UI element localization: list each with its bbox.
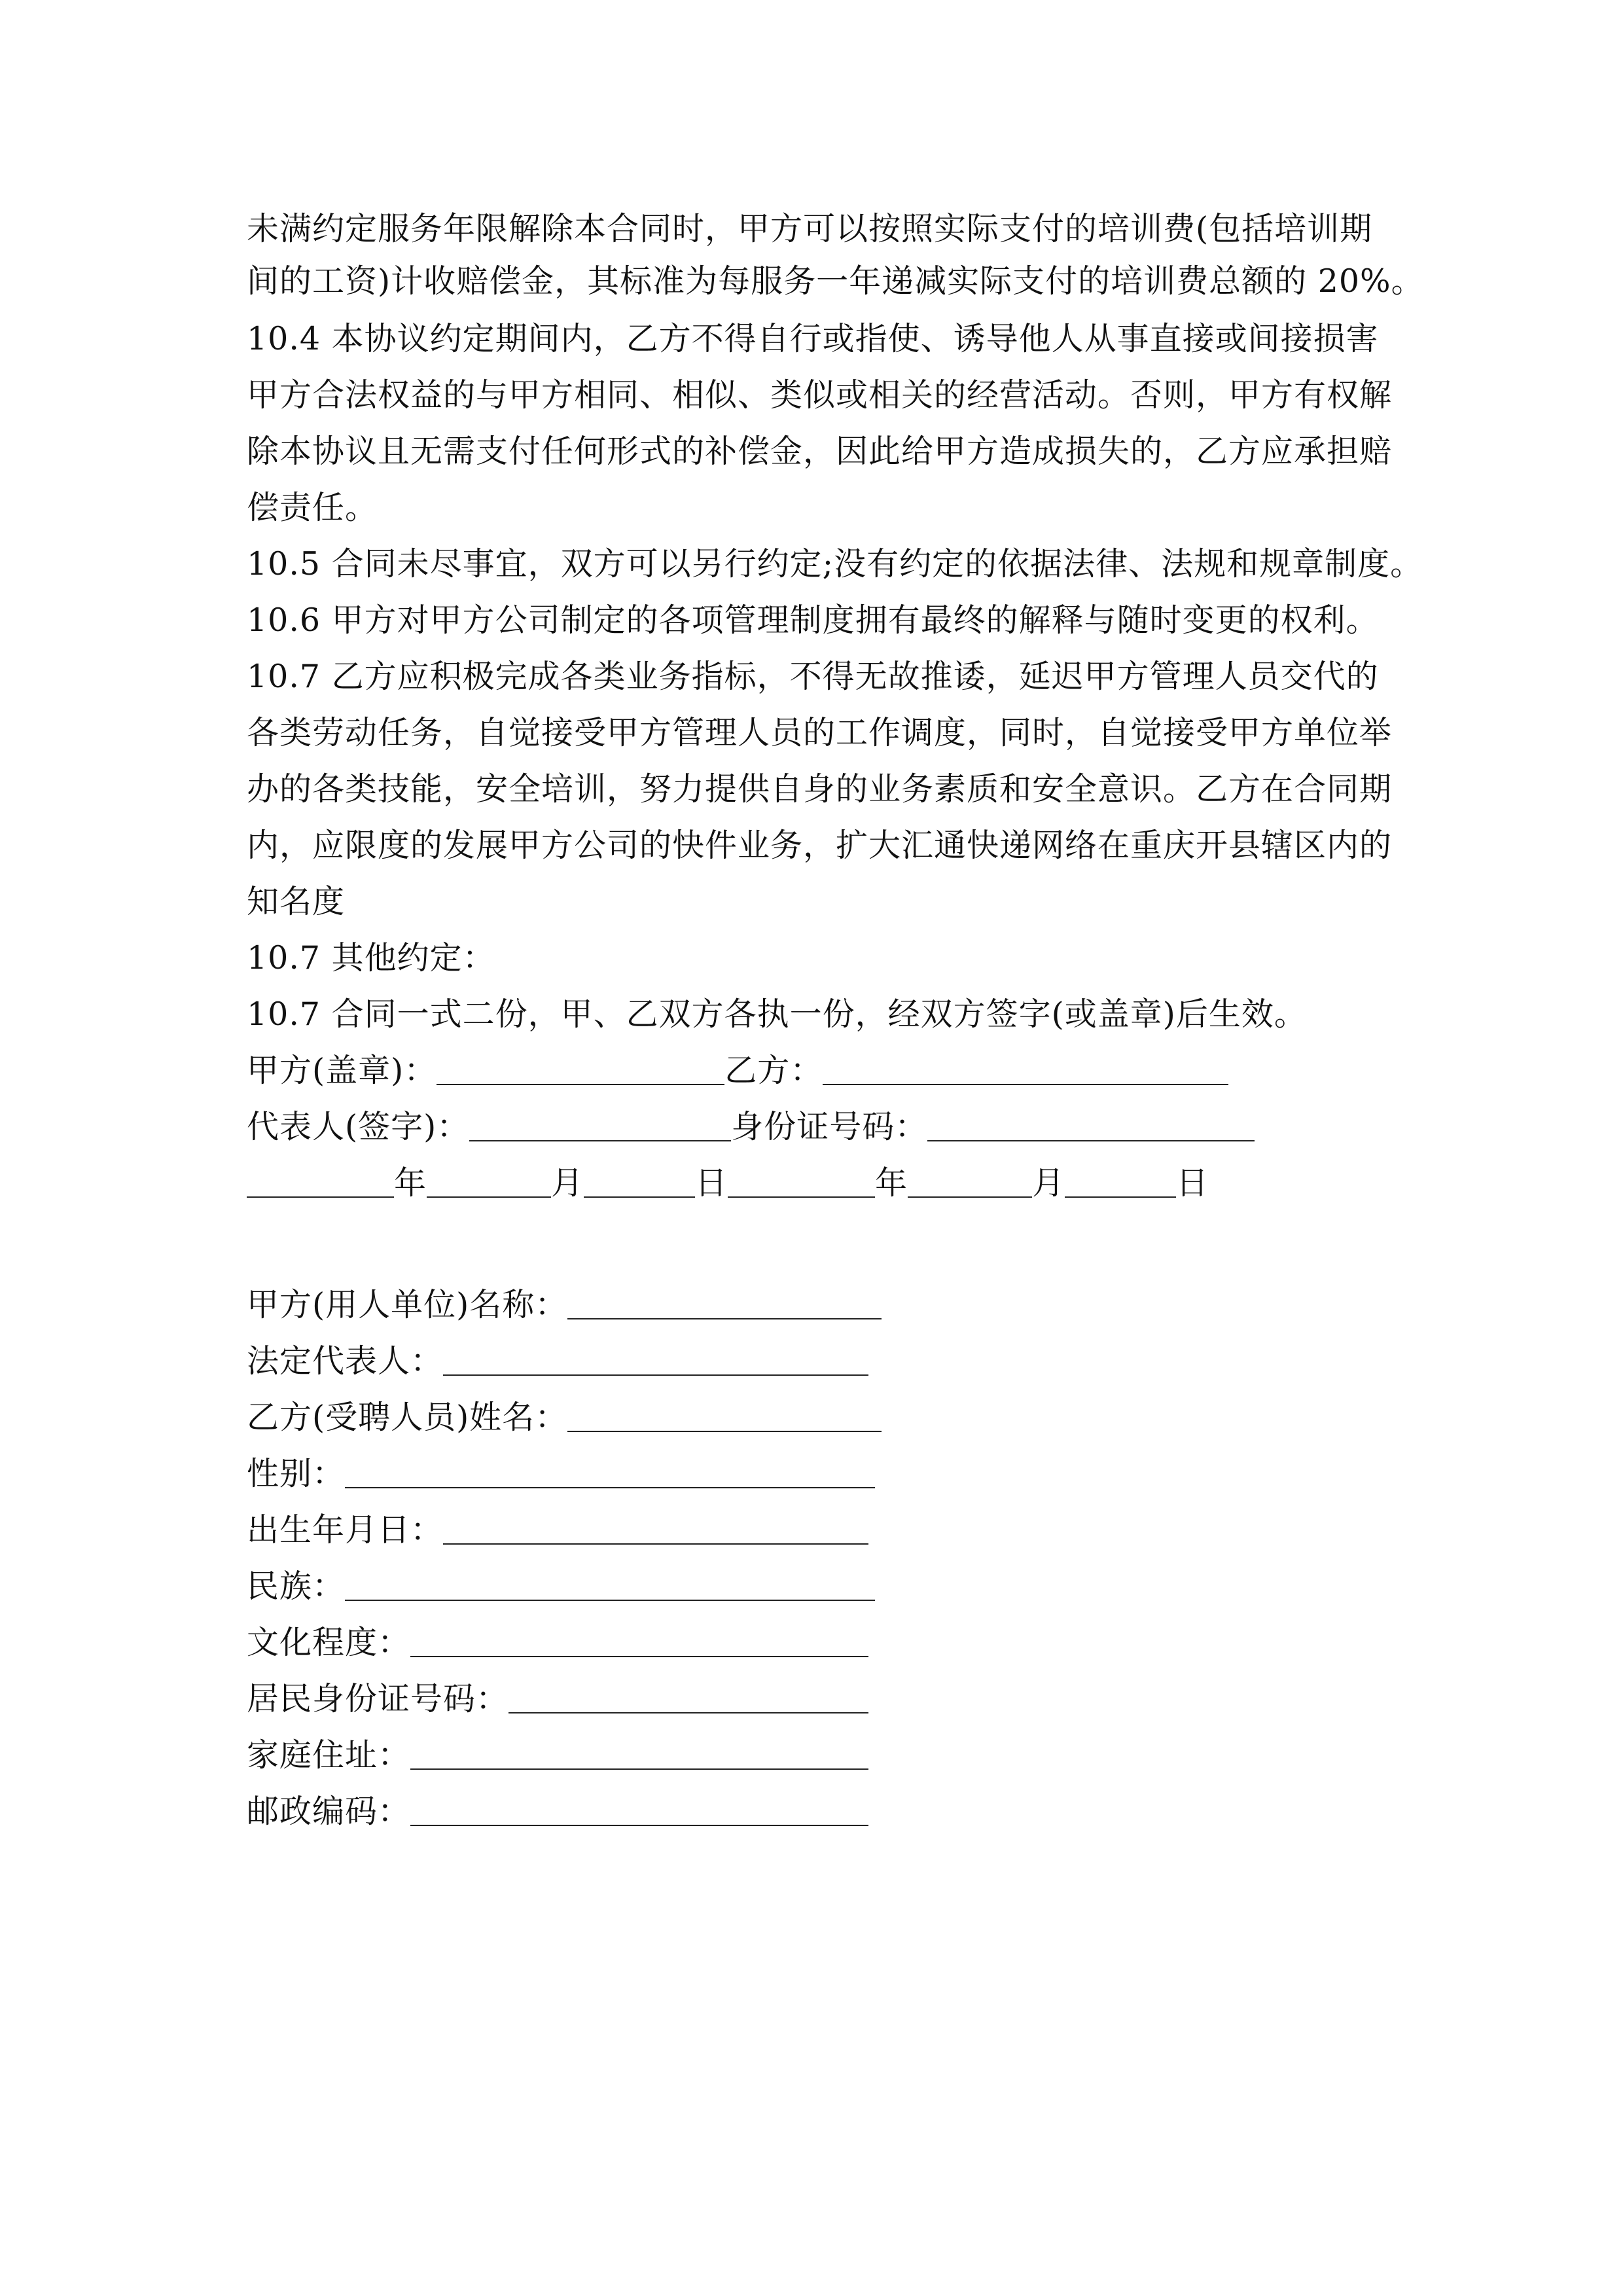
paragraph-line: 除本协议且无需支付任何形式的补偿金，因此给甲方造成损失的，乙方应承担赔 [247,433,1393,470]
employer-name-label: 甲方(用人单位)名称： [247,1286,568,1323]
year-label: 年 [394,1164,427,1202]
education-field[interactable] [410,1623,868,1657]
info-field-row [247,1285,1385,1325]
paragraph-line: 未满约定服务年限解除本合同时，甲方可以按照实际支付的培训费(包括培训期 [247,210,1373,247]
signature-row-representative [247,1107,1385,1147]
id-number-label: 身份证号码： [731,1108,928,1145]
year-label: 年 [875,1164,908,1202]
info-field-row [247,1792,1385,1831]
paragraph-line: 偿责任。 [247,489,378,526]
paragraph-line: 各类劳动任务，自觉接受甲方管理人员的工作调度，同时，自觉接受甲方单位举 [247,714,1393,751]
resident-id-label: 居民身份证号码： [247,1680,509,1717]
education-label: 文化程度： [247,1624,411,1661]
representative-label: 代表人(签字)： [247,1108,470,1145]
employee-name-field[interactable] [567,1398,882,1432]
employer-name-field[interactable] [567,1285,882,1319]
info-field-row [247,1398,1385,1437]
party-a-year-field[interactable] [247,1164,394,1198]
signature-row-dates [247,1164,1385,1203]
party-a-month-field[interactable] [427,1164,551,1198]
party-a-seal-label: 甲方(盖章)： [247,1052,437,1089]
info-field-row [247,1679,1385,1719]
birth-date-field[interactable] [443,1511,868,1545]
clause-10-5: 10.5 合同未尽事宜，双方可以另行约定;没有约定的依据法律、法规和规章制度。 [247,545,1423,583]
home-address-label: 家庭住址： [247,1736,411,1774]
party-b-label: 乙方： [724,1052,823,1089]
info-field-row [247,1454,1385,1494]
info-field-row [247,1567,1385,1606]
month-label: 月 [551,1164,584,1202]
clause-10-7-copies: 10.7 合同一式二份，甲、乙双方各执一份，经双方签字(或盖章)后生效。 [247,996,1307,1033]
party-a-seal-field[interactable] [437,1051,724,1085]
signature-row-parties [247,1051,1385,1090]
paragraph-line: 间的工资)计收赔偿金，其标准为每服务一年递减实际支付的培训费总额的 20%。 [247,262,1424,300]
party-b-day-field[interactable] [1065,1164,1176,1198]
day-label: 日 [695,1164,728,1202]
party-b-month-field[interactable] [908,1164,1032,1198]
ethnicity-label: 民族： [247,1568,346,1605]
clause-10-7-other: 10.7 其他约定： [247,939,495,977]
birth-date-label: 出生年月日： [247,1511,444,1549]
paragraph-line: 知名度 [247,883,346,920]
employee-name-label: 乙方(受聘人员)姓名： [247,1399,568,1436]
paragraph-line: 内，应限度的发展甲方公司的快件业务，扩大汇通快递网络在重庆开县辖区内的 [247,827,1393,864]
resident-id-field[interactable] [508,1679,868,1713]
paragraph-line: 甲方合法权益的与甲方相同、相似、类似或相关的经营活动。否则，甲方有权解 [247,376,1393,414]
paragraph-line: 办的各类技能，安全培训，努力提供自身的业务素质和安全意识。乙方在合同期 [247,770,1393,808]
clause-10-6: 10.6 甲方对甲方公司制定的各项管理制度拥有最终的解释与随时变更的权利。 [247,601,1379,639]
info-field-row [247,1623,1385,1662]
legal-representative-field[interactable] [443,1342,868,1376]
day-label: 日 [1176,1164,1209,1202]
info-field-row [247,1342,1385,1381]
id-number-field[interactable] [927,1107,1255,1141]
info-field-row [247,1736,1385,1775]
ethnicity-field[interactable] [345,1567,875,1601]
party-b-field[interactable] [823,1051,1228,1085]
month-label: 月 [1032,1164,1065,1202]
clause-10-7-duties: 10.7 乙方应积极完成各类业务指标，不得无故推诿，延迟甲方管理人员交代的 [247,658,1379,695]
info-field-row [247,1511,1385,1550]
party-a-day-field[interactable] [584,1164,695,1198]
clause-10-4: 10.4 本协议约定期间内，乙方不得自行或指使、诱导他人从事直接或间接损害 [247,320,1379,357]
gender-label: 性别： [247,1455,346,1492]
postal-code-field[interactable] [410,1792,868,1826]
home-address-field[interactable] [410,1736,868,1770]
gender-field[interactable] [345,1454,875,1488]
party-b-year-field[interactable] [728,1164,875,1198]
representative-signature-field[interactable] [469,1107,731,1141]
legal-representative-label: 法定代表人： [247,1342,444,1380]
postal-code-label: 邮政编码： [247,1793,411,1830]
